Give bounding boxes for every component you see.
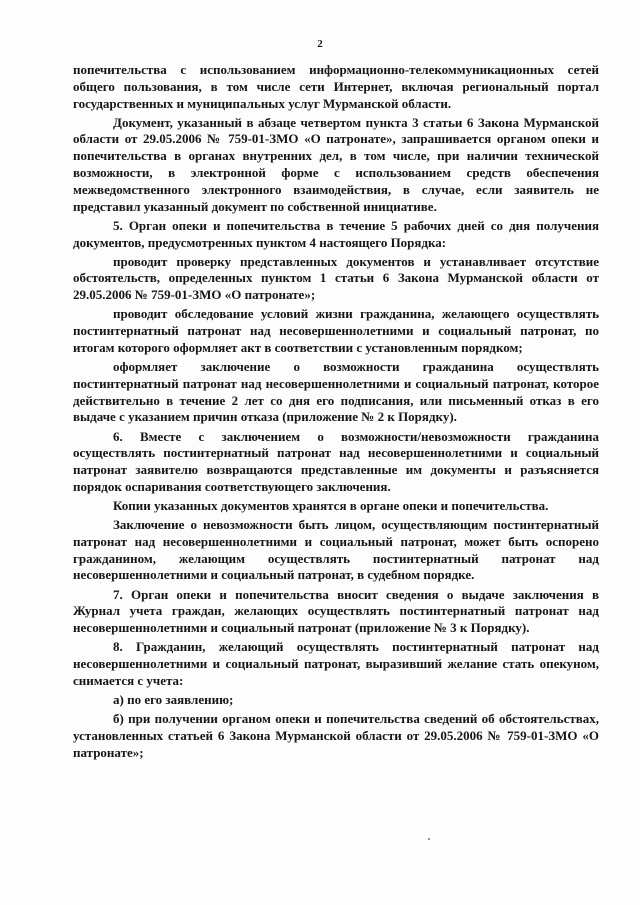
paragraph: Документ, указанный в абзаце четвертом пункта 3 статьи 6 Закона Мурманской области от 29.05.2006 № 759-01-ЗМО «О патронате», запрашивается органом опеки и попечительства в органах внутренних дел, в том числе, при наличии технической возможности, в электронной форме с использованием средств обеспечения межведомственного электронного взаимодействия, в случае, если заявитель не представил указанный документ по собственной инициативе. — [73, 114, 599, 214]
paragraph: попечительства с использованием информационно-телекоммуникационных сетей общего пользования, в том числе сети Интернет, включая региональный портал государственных и муниципальных услуг Мурманской области. — [73, 62, 599, 111]
paragraph: Заключение о невозможности быть лицом, осуществляющим постинтернатный патронат над несовершеннолетними и социальный патронат, может быть оспорено гражданином, желающим осуществлять постинтернатный патронат над несовершеннолетними и социальный патронат, в судебном порядке. — [73, 517, 599, 583]
paragraph: 8. Гражданин, желающий осуществлять постинтернатный патронат над несовершеннолетними и социальный патронат, выразивший желание стать опекуном, снимается с учета: — [73, 639, 599, 688]
paragraph: проводит проверку представленных документов и устанавливает отсутствие обстоятельств, определенных пунктом 1 статьи 6 Закона Мурманской области от 29.05.2006 № 759-01-ЗМО «О патронате»; — [73, 253, 599, 303]
paragraph: 5. Орган опеки и попечительства в течение 5 рабочих дней со дня получения документов, предусмотренных пунктом 4 настоящего Порядка: — [73, 217, 599, 250]
paragraph: Копии указанных документов хранятся в органе опеки и попечительства. — [113, 498, 549, 513]
document-body — [73, 62, 599, 764]
scan-speck — [428, 838, 430, 840]
paragraph: б) при получении органом опеки и попечительства сведений об обстоятельствах, установленных статьей 6 Закона Мурманской области от 29.05.2006 № 759-01-ЗМО «О патронате»; — [73, 711, 599, 760]
page-number: 2 — [317, 38, 323, 50]
paragraph: а) по его заявлению; — [113, 691, 234, 707]
paragraph: 7. Орган опеки и попечительства вносит сведения о выдаче заключения в Журнал учета граждан, желающих осуществлять постинтернатный патронат над несовершеннолетними и социальный патронат (приложение № 3 к Порядку). — [73, 586, 599, 636]
paragraph: проводит обследование условий жизни гражданина, желающего осуществлять постинтернатный патронат над несовершеннолетними и социальный патронат, по итогам которого оформляет акт в соответствии с установленным порядком; — [73, 306, 599, 355]
paragraph: оформляет заключение о возможности гражданина осуществлять постинтернатный патронат над несовершеннолетними и социальный патронат, которое действительно в течение 2 лет со дня его подписания, или письменный отказ в его выдаче с указанием причин отказа (приложение № 2 к Порядку). — [73, 359, 599, 425]
paragraph: 6. Вместе с заключением о возможности/невозможности гражданина осуществлять постинтернатный патронат над несовершеннолетними и социальный патронат заявителю возвращаются представленные им документы и разъясняется порядок оспаривания соответствующего заключения. — [73, 428, 599, 494]
